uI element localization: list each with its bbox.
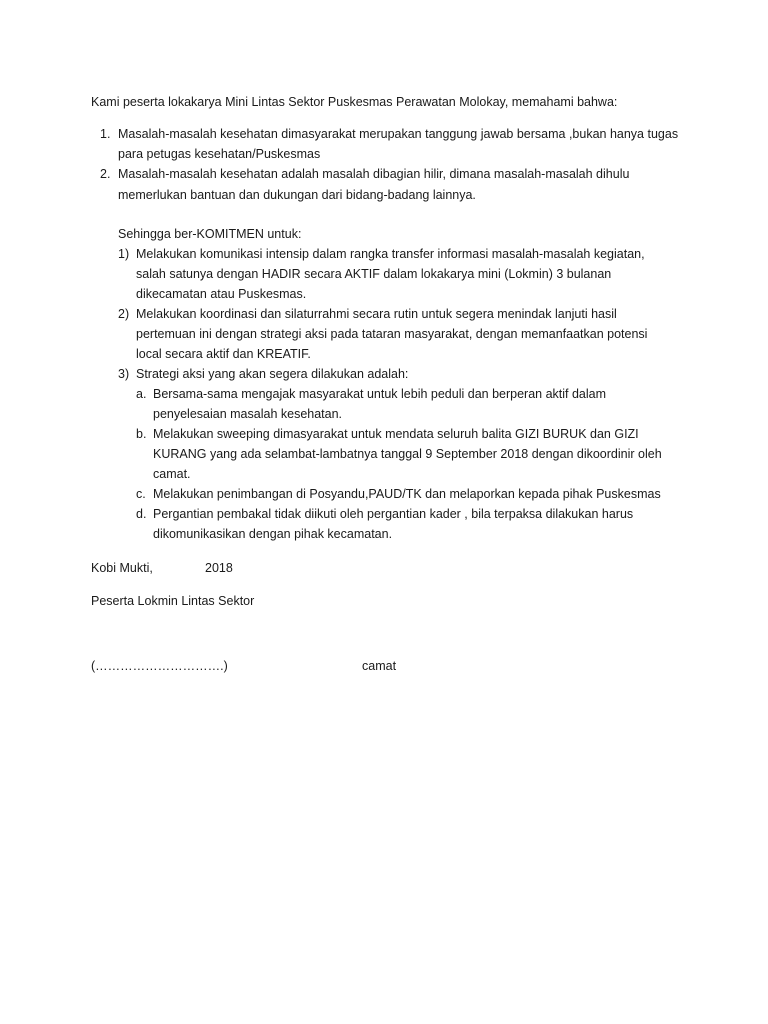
- commitment-3-line-1: Strategi aksi yang akan segera dilakukan adalah:: [136, 367, 409, 381]
- strategy-d-line-1: Pergantian pembakal tidak diikuti oleh pergantian kader , bila terpaksa dilakukan harus: [153, 507, 634, 521]
- item-1-marker: 1.: [100, 127, 111, 141]
- intro-text: Kami peserta lokakarya Mini Lintas Sektor Puskesmas Perawatan Molokay, memahami bahwa:: [91, 95, 618, 109]
- strategy-a-line-1: Bersama-sama mengajak masyarakat untuk lebih peduli dan berperan aktif dalam: [153, 387, 607, 401]
- item-2-marker: 2.: [100, 167, 111, 181]
- commitment-2-marker: 2): [118, 307, 130, 321]
- strategy-b-marker: b.: [136, 427, 147, 441]
- commitment-1-line-2: salah satunya dengan HADIR secara AKTIF dalam lokakarya mini (Lokmin) 3 bulanan: [136, 267, 612, 281]
- commitment-2-line-3: local secara aktif dan KREATIF.: [136, 347, 311, 361]
- year-text: 2018: [205, 561, 233, 575]
- commitment-2-line-1: Melakukan koordinasi dan silaturrahmi secara rutin untuk segera menindak lanjuti hasil: [136, 307, 617, 321]
- strategy-a-line-2: penyelesaian masalah kesehatan.: [153, 407, 343, 421]
- commitment-1-line-3: dikecamatan atau Puskesmas.: [136, 287, 307, 301]
- commitment-1-marker: 1): [118, 247, 130, 261]
- strategy-b-line-1: Melakukan sweeping dimasyarakat untuk mendata seluruh balita GIZI BURUK dan GIZI: [153, 427, 639, 441]
- commitment-1-line-1: Melakukan komunikasi intensip dalam rangka transfer informasi masalah-masalah kegiatan,: [136, 247, 645, 261]
- item-1-line-2: para petugas kesehatan/Puskesmas: [118, 147, 321, 161]
- strategy-c-line-1: Melakukan penimbangan di Posyandu,PAUD/TK dan melaporkan kepada pihak Puskesmas: [153, 487, 661, 501]
- strategy-d-line-2: dikomunikasikan dengan pihak kecamatan.: [153, 527, 393, 541]
- strategy-b-line-2: KURANG yang ada selambat-lambatnya tanggal 9 September 2018 dengan dikoordinir oleh: [153, 447, 662, 461]
- commitment-2-line-2: pertemuan ini dengan strategi aksi pada tataran masyarakat, dengan memanfaatkan potensi: [136, 327, 648, 341]
- strategy-a-marker: a.: [136, 387, 147, 401]
- place-text: Kobi Mukti,: [91, 561, 153, 575]
- commitment-3-marker: 3): [118, 367, 130, 381]
- strategy-b-line-3: camat.: [153, 467, 191, 481]
- strategy-c-marker: c.: [136, 487, 146, 501]
- item-2-line-2: memerlukan bantuan dan dukungan dari bidang-badang lainnya.: [118, 188, 476, 202]
- item-1-line-1: Masalah-masalah kesehatan dimasyarakat merupakan tanggung jawab bersama ,bukan hanya tugas: [118, 127, 679, 141]
- participants-label: Peserta Lokmin Lintas Sektor: [91, 594, 255, 608]
- signature-blank: (………………………….): [91, 659, 228, 673]
- signature-camat: camat: [362, 659, 397, 673]
- strategy-d-marker: d.: [136, 507, 147, 521]
- commitment-heading: Sehingga ber-KOMITMEN untuk:: [118, 227, 302, 241]
- item-2-line-1: Masalah-masalah kesehatan adalah masalah dibagian hilir, dimana masalah-masalah dihulu: [118, 167, 630, 181]
